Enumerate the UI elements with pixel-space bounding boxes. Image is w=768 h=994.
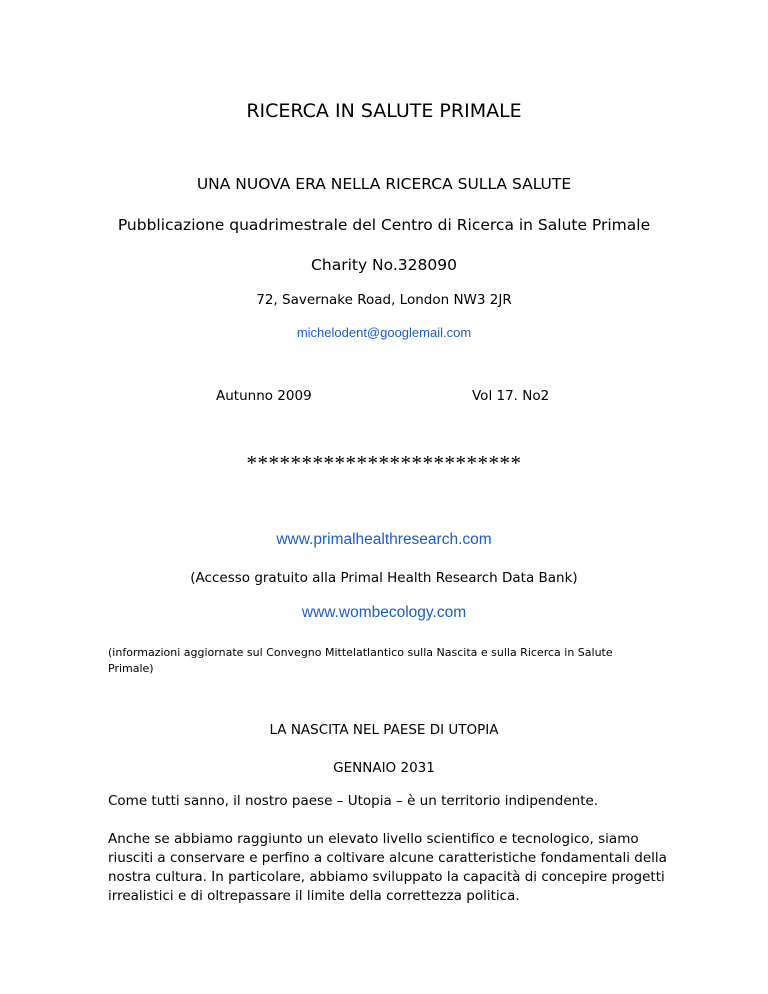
email-link[interactable] <box>0 325 768 340</box>
secondary-website-note: (informazioni aggiornate sul Convegno Mittelatlantico sulla Nascita e sulla Ricerca in Salute Primale) <box>108 646 613 675</box>
issue-volume: Vol 17. No2 <box>472 388 550 404</box>
document-title: RICERCA IN SALUTE PRIMALE <box>246 100 522 122</box>
publication-line: Pubblicazione quadrimestrale del Centro di Ricerca in Salute Primale <box>117 216 651 234</box>
article-date: GENNAIO 2031 <box>333 760 435 776</box>
article-paragraph-2: Anche se abbiamo raggiunto un elevato livello scientifico e tecnologico, siamo riusciti a conservare e perfino a coltivare alcune caratteristiche fondamentali della nostra cultura. In particolare, abbiamo sviluppato la capacità di concepire progetti irrealistici e di oltrepassare il limite della correttezza politica. <box>108 831 667 904</box>
secondary-website-link-text[interactable]: www.wombecology.com <box>301 604 467 621</box>
issue-season: Autunno 2009 <box>216 388 312 404</box>
article-title: LA NASCITA NEL PAESE DI UTOPIA <box>269 722 499 738</box>
primary-website-link-text[interactable]: www.primalhealthresearch.com <box>276 531 492 548</box>
primary-website-link[interactable] <box>0 531 768 549</box>
email-link-text[interactable]: michelodent@googlemail.com <box>296 325 472 340</box>
charity-number: Charity No.328090 <box>311 256 457 274</box>
separator-stars: ************************* <box>246 451 522 475</box>
secondary-website-link[interactable] <box>0 604 768 622</box>
postal-address: 72, Savernake Road, London NW3 2JR <box>256 292 512 308</box>
primary-website-note: (Accesso gratuito alla Primal Health Research Data Bank) <box>190 570 578 586</box>
document-subtitle: UNA NUOVA ERA NELLA RICERCA SULLA SALUTE <box>196 175 572 193</box>
article-paragraph-1: Come tutti sanno, il nostro paese – Utopia – è un territorio indipendente. <box>108 793 599 809</box>
